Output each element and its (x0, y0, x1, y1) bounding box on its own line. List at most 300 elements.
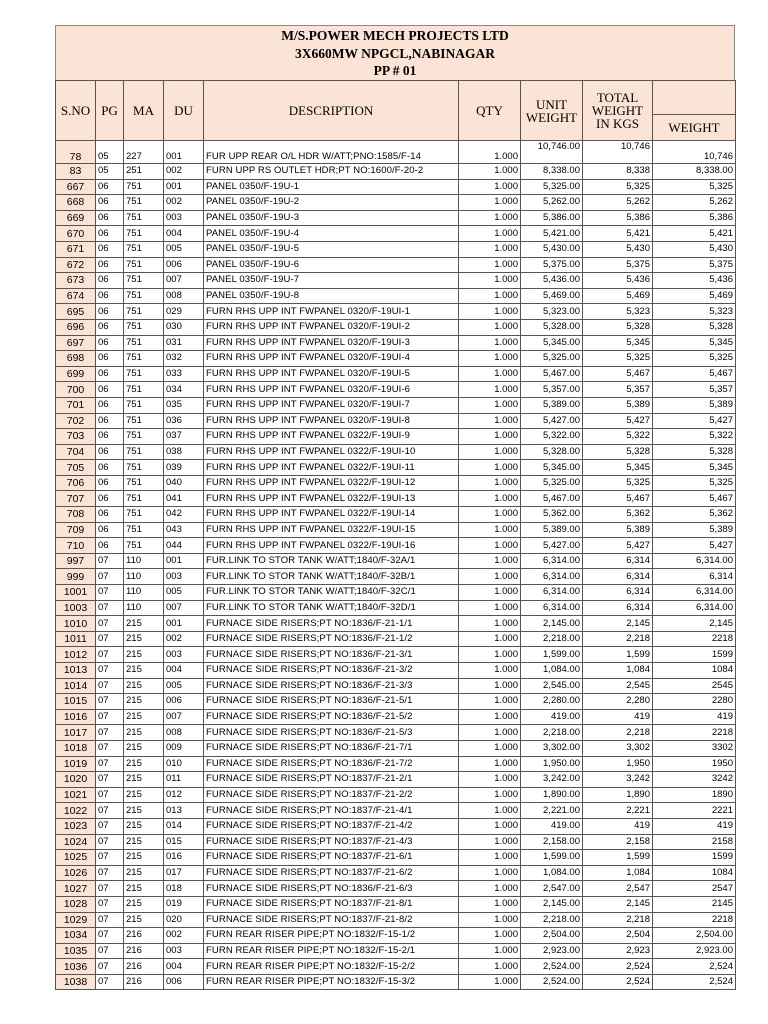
cell-sno: 697 (56, 335, 96, 351)
cell-qty: 1.000 (459, 834, 521, 850)
cell-weight: 5,328 (653, 444, 736, 460)
table-row (56, 491, 736, 507)
header-weight: WEIGHT (653, 115, 736, 141)
cell-du: 041 (164, 491, 204, 507)
cell-pg: 07 (96, 616, 124, 632)
cell-sno: 671 (56, 241, 96, 257)
cell-ma: 751 (124, 382, 164, 398)
cell-du: 002 (164, 195, 204, 211)
cell-description: FUR.LINK TO STOR TANK W/ATT;1840/F-32B/1 (204, 569, 459, 585)
cell-pg: 07 (96, 896, 124, 912)
cell-description: FURN REAR RISER PIPE;PT NO:1832/F-15-1/2 (204, 928, 459, 944)
header-du: DU (164, 81, 204, 141)
table-row (56, 881, 736, 897)
cell-pg: 06 (96, 195, 124, 211)
cell-ma: 215 (124, 709, 164, 725)
cell-du: 033 (164, 366, 204, 382)
cell-sno: 83 (56, 164, 96, 180)
cell-total-weight: 5,328 (583, 319, 653, 335)
cell-unit-weight: 2,158.00 (521, 834, 583, 850)
cell-pg: 07 (96, 943, 124, 959)
cell-sno: 674 (56, 288, 96, 304)
cell-unit-weight: 2,923.00 (521, 943, 583, 959)
table-row (56, 647, 736, 663)
cell-weight: 5,375 (653, 257, 736, 273)
cell-du: 004 (164, 226, 204, 242)
table-row (56, 912, 736, 928)
cell-total-weight: 2,923 (583, 943, 653, 959)
cell-pg: 06 (96, 226, 124, 242)
cell-qty: 1.000 (459, 538, 521, 554)
cell-sno: 696 (56, 319, 96, 335)
cell-description: FURN RHS UPP INT FWPANEL 0322/F-19UI-13 (204, 491, 459, 507)
cell-sno: 702 (56, 413, 96, 429)
cell-weight: 5,325 (653, 351, 736, 367)
cell-total-weight: 5,322 (583, 429, 653, 445)
cell-du: 035 (164, 397, 204, 413)
cell-description: FURN RHS UPP INT FWPANEL 0320/F-19UI-4 (204, 351, 459, 367)
cell-total-weight: 2,221 (583, 803, 653, 819)
table-row (56, 226, 736, 242)
cell-qty: 1.000 (459, 210, 521, 226)
cell-ma: 110 (124, 569, 164, 585)
cell-sno: 1013 (56, 663, 96, 679)
cell-ma: 215 (124, 881, 164, 897)
cell-weight: 2218 (653, 631, 736, 647)
cell-total-weight: 6,314 (583, 553, 653, 569)
cell-du: 011 (164, 772, 204, 788)
cell-pg: 07 (96, 740, 124, 756)
cell-qty: 1.000 (459, 429, 521, 445)
cell-description: FURNACE SIDE RISERS;PT NO:1837/F-21-6/2 (204, 865, 459, 881)
cell-ma: 751 (124, 429, 164, 445)
cell-weight: 419 (653, 818, 736, 834)
cell-weight: 2218 (653, 912, 736, 928)
cell-ma: 215 (124, 865, 164, 881)
cell-unit-weight: 2,221.00 (521, 803, 583, 819)
cell-pg: 06 (96, 288, 124, 304)
cell-ma: 751 (124, 226, 164, 242)
table-row (56, 335, 736, 351)
cell-ma: 751 (124, 397, 164, 413)
cell-weight: 5,436 (653, 273, 736, 289)
cell-du: 032 (164, 351, 204, 367)
cell-qty: 1.000 (459, 756, 521, 772)
cell-pg: 06 (96, 475, 124, 491)
cell-ma: 215 (124, 756, 164, 772)
cell-ma: 215 (124, 647, 164, 663)
header-total-weight: TOTAL WEIGHT IN KGS (583, 81, 653, 141)
company-name: M/S.POWER MECH PROJECTS LTD (281, 28, 509, 43)
cell-total-weight: 5,467 (583, 491, 653, 507)
cell-description: FURNACE SIDE RISERS;PT NO:1837/F-21-4/2 (204, 818, 459, 834)
cell-weight: 5,322 (653, 429, 736, 445)
cell-ma: 215 (124, 694, 164, 710)
cell-sno: 1029 (56, 912, 96, 928)
cell-unit-weight: 2,218.00 (521, 912, 583, 928)
cell-du: 008 (164, 725, 204, 741)
cell-sno: 1036 (56, 959, 96, 975)
cell-ma: 215 (124, 725, 164, 741)
cell-unit-weight: 5,328.00 (521, 444, 583, 460)
cell-description: FURNACE SIDE RISERS;PT NO:1837/F-21-2/2 (204, 787, 459, 803)
cell-unit-weight: 5,325.00 (521, 351, 583, 367)
cell-qty: 1.000 (459, 273, 521, 289)
cell-pg: 07 (96, 959, 124, 975)
cell-total-weight: 5,375 (583, 257, 653, 273)
cell-qty: 1.000 (459, 585, 521, 601)
cell-total-weight: 2,218 (583, 912, 653, 928)
cell-qty: 1.000 (459, 141, 521, 164)
cell-description: FURN REAR RISER PIPE;PT NO:1832/F-15-3/2 (204, 974, 459, 990)
cell-du: 015 (164, 834, 204, 850)
cell-total-weight: 2,218 (583, 631, 653, 647)
cell-du: 043 (164, 522, 204, 538)
cell-qty: 1.000 (459, 896, 521, 912)
cell-sno: 1028 (56, 896, 96, 912)
cell-pg: 06 (96, 429, 124, 445)
cell-qty: 1.000 (459, 569, 521, 585)
table-row (56, 241, 736, 257)
cell-pg: 07 (96, 553, 124, 569)
cell-du: 006 (164, 974, 204, 990)
cell-pg: 06 (96, 210, 124, 226)
cell-unit-weight: 6,314.00 (521, 569, 583, 585)
table-row (56, 319, 736, 335)
cell-total-weight: 2,145 (583, 896, 653, 912)
cell-unit-weight: 8,338.00 (521, 164, 583, 180)
cell-weight: 10,746 (653, 141, 736, 164)
cell-description: FUR.LINK TO STOR TANK W/ATT;1840/F-32A/1 (204, 553, 459, 569)
cell-pg: 06 (96, 351, 124, 367)
cell-sno: 667 (56, 179, 96, 195)
cell-weight: 1890 (653, 787, 736, 803)
cell-sno: 1015 (56, 694, 96, 710)
cell-du: 037 (164, 429, 204, 445)
cell-sno: 701 (56, 397, 96, 413)
document-title (55, 25, 735, 80)
cell-weight: 1084 (653, 865, 736, 881)
cell-qty: 1.000 (459, 351, 521, 367)
cell-sno: 673 (56, 273, 96, 289)
cell-qty: 1.000 (459, 694, 521, 710)
cell-sno: 1018 (56, 740, 96, 756)
cell-sno: 1027 (56, 881, 96, 897)
cell-pg: 06 (96, 413, 124, 429)
cell-pg: 07 (96, 881, 124, 897)
cell-ma: 751 (124, 335, 164, 351)
cell-weight: 1950 (653, 756, 736, 772)
cell-pg: 07 (96, 818, 124, 834)
cell-pg: 07 (96, 725, 124, 741)
cell-description: PANEL 0350/F-19U-7 (204, 273, 459, 289)
cell-description: FURN RHS UPP INT FWPANEL 0320/F-19UI-1 (204, 304, 459, 320)
cell-total-weight: 5,325 (583, 179, 653, 195)
cell-total-weight: 1,890 (583, 787, 653, 803)
cell-sno: 672 (56, 257, 96, 273)
cell-total-weight: 2,504 (583, 928, 653, 944)
cell-qty: 1.000 (459, 195, 521, 211)
cell-pg: 07 (96, 787, 124, 803)
cell-weight: 419 (653, 709, 736, 725)
cell-unit-weight: 1,599.00 (521, 647, 583, 663)
cell-pg: 07 (96, 912, 124, 928)
weight-sheet (55, 25, 735, 990)
cell-du: 017 (164, 865, 204, 881)
cell-ma: 110 (124, 585, 164, 601)
cell-ma: 751 (124, 522, 164, 538)
cell-ma: 215 (124, 850, 164, 866)
cell-sno: 700 (56, 382, 96, 398)
cell-weight: 1599 (653, 647, 736, 663)
cell-weight: 2547 (653, 881, 736, 897)
cell-ma: 215 (124, 896, 164, 912)
cell-unit-weight: 5,430.00 (521, 241, 583, 257)
cell-description: FURNACE SIDE RISERS;PT NO:1836/F-21-3/1 (204, 647, 459, 663)
cell-qty: 1.000 (459, 850, 521, 866)
cell-pg: 06 (96, 257, 124, 273)
cell-total-weight: 5,386 (583, 210, 653, 226)
cell-du: 034 (164, 382, 204, 398)
cell-unit-weight: 5,421.00 (521, 226, 583, 242)
header-sno: S.NO (56, 81, 96, 141)
table-row (56, 210, 736, 226)
cell-du: 007 (164, 709, 204, 725)
cell-unit-weight: 5,328.00 (521, 319, 583, 335)
cell-total-weight: 8,338 (583, 164, 653, 180)
cell-description: FURN RHS UPP INT FWPANEL 0322/F-19UI-12 (204, 475, 459, 491)
cell-description: FURNACE SIDE RISERS;PT NO:1836/F-21-1/2 (204, 631, 459, 647)
table-row (56, 959, 736, 975)
cell-unit-weight: 419.00 (521, 709, 583, 725)
cell-weight: 2221 (653, 803, 736, 819)
cell-weight: 1599 (653, 850, 736, 866)
cell-unit-weight: 5,322.00 (521, 429, 583, 445)
cell-unit-weight: 5,262.00 (521, 195, 583, 211)
cell-ma: 751 (124, 241, 164, 257)
table-row (56, 553, 736, 569)
cell-qty: 1.000 (459, 912, 521, 928)
cell-pg: 07 (96, 631, 124, 647)
cell-ma: 215 (124, 803, 164, 819)
cell-du: 008 (164, 288, 204, 304)
cell-du: 029 (164, 304, 204, 320)
cell-description: FURN RHS UPP INT FWPANEL 0320/F-19UI-3 (204, 335, 459, 351)
cell-unit-weight: 5,325.00 (521, 475, 583, 491)
cell-ma: 215 (124, 818, 164, 834)
table-row (56, 943, 736, 959)
cell-total-weight: 5,357 (583, 382, 653, 398)
cell-description: FURN RHS UPP INT FWPANEL 0320/F-19UI-2 (204, 319, 459, 335)
cell-pg: 07 (96, 756, 124, 772)
cell-description: FURNACE SIDE RISERS;PT NO:1836/F-21-5/2 (204, 709, 459, 725)
cell-du: 002 (164, 631, 204, 647)
cell-description: FURN RHS UPP INT FWPANEL 0320/F-19UI-5 (204, 366, 459, 382)
cell-unit-weight: 5,389.00 (521, 397, 583, 413)
cell-weight: 6,314.00 (653, 585, 736, 601)
cell-ma: 751 (124, 475, 164, 491)
cell-pg: 07 (96, 694, 124, 710)
cell-ma: 215 (124, 678, 164, 694)
cell-sno: 669 (56, 210, 96, 226)
cell-unit-weight: 5,469.00 (521, 288, 583, 304)
cell-total-weight: 2,545 (583, 678, 653, 694)
cell-weight: 5,357 (653, 382, 736, 398)
cell-ma: 215 (124, 616, 164, 632)
cell-pg: 07 (96, 647, 124, 663)
table-row (56, 141, 736, 164)
cell-du: 012 (164, 787, 204, 803)
cell-description: FURN RHS UPP INT FWPANEL 0322/F-19UI-9 (204, 429, 459, 445)
cell-pg: 05 (96, 141, 124, 164)
cell-description: FURNACE SIDE RISERS;PT NO:1836/F-21-3/3 (204, 678, 459, 694)
cell-du: 003 (164, 943, 204, 959)
cell-total-weight: 2,547 (583, 881, 653, 897)
table-row (56, 585, 736, 601)
cell-unit-weight: 1,890.00 (521, 787, 583, 803)
cell-weight: 5,362 (653, 507, 736, 523)
cell-sno: 670 (56, 226, 96, 242)
cell-description: FURNACE SIDE RISERS;PT NO:1836/F-21-7/1 (204, 740, 459, 756)
cell-pg: 07 (96, 974, 124, 990)
cell-weight: 2280 (653, 694, 736, 710)
table-row (56, 678, 736, 694)
table-row (56, 928, 736, 944)
cell-unit-weight: 2,524.00 (521, 974, 583, 990)
cell-total-weight: 3,242 (583, 772, 653, 788)
cell-sno: 1024 (56, 834, 96, 850)
cell-pg: 07 (96, 928, 124, 944)
cell-sno: 1023 (56, 818, 96, 834)
cell-unit-weight: 5,386.00 (521, 210, 583, 226)
cell-description: FURNACE SIDE RISERS;PT NO:1837/F-21-2/1 (204, 772, 459, 788)
cell-qty: 1.000 (459, 616, 521, 632)
cell-pg: 06 (96, 538, 124, 554)
cell-unit-weight: 5,345.00 (521, 335, 583, 351)
cell-weight: 5,427 (653, 538, 736, 554)
cell-unit-weight: 2,218.00 (521, 725, 583, 741)
cell-du: 010 (164, 756, 204, 772)
cell-du: 003 (164, 569, 204, 585)
cell-qty: 1.000 (459, 881, 521, 897)
cell-du: 016 (164, 850, 204, 866)
cell-pg: 07 (96, 772, 124, 788)
cell-qty: 1.000 (459, 631, 521, 647)
table-row (56, 164, 736, 180)
cell-sno: 695 (56, 304, 96, 320)
cell-unit-weight: 2,145.00 (521, 896, 583, 912)
cell-qty: 1.000 (459, 740, 521, 756)
cell-weight: 5,389 (653, 522, 736, 538)
cell-total-weight: 419 (583, 709, 653, 725)
table-row (56, 772, 736, 788)
cell-weight: 3242 (653, 772, 736, 788)
header-unit-weight: UNIT WEIGHT (521, 81, 583, 141)
cell-weight: 5,467 (653, 491, 736, 507)
cell-pg: 07 (96, 865, 124, 881)
pp-number: PP # 01 (373, 63, 417, 78)
cell-sno: 78 (56, 141, 96, 164)
table-row (56, 616, 736, 632)
cell-qty: 1.000 (459, 397, 521, 413)
table-row (56, 865, 736, 881)
cell-ma: 751 (124, 257, 164, 273)
cell-weight: 8,338.00 (653, 164, 736, 180)
cell-description: PANEL 0350/F-19U-3 (204, 210, 459, 226)
cell-weight: 5,328 (653, 319, 736, 335)
cell-total-weight: 2,524 (583, 959, 653, 975)
cell-description: FURNACE SIDE RISERS;PT NO:1837/F-21-6/1 (204, 850, 459, 866)
cell-qty: 1.000 (459, 600, 521, 616)
cell-pg: 06 (96, 507, 124, 523)
table-row (56, 725, 736, 741)
cell-unit-weight: 5,436.00 (521, 273, 583, 289)
cell-unit-weight: 419.00 (521, 818, 583, 834)
cell-unit-weight: 5,345.00 (521, 460, 583, 476)
cell-description: PANEL 0350/F-19U-5 (204, 241, 459, 257)
cell-du: 001 (164, 553, 204, 569)
cell-du: 005 (164, 241, 204, 257)
cell-total-weight: 5,345 (583, 335, 653, 351)
cell-du: 039 (164, 460, 204, 476)
cell-sno: 1010 (56, 616, 96, 632)
cell-unit-weight: 2,145.00 (521, 616, 583, 632)
cell-total-weight: 1,950 (583, 756, 653, 772)
cell-unit-weight: 5,362.00 (521, 507, 583, 523)
cell-total-weight: 5,345 (583, 460, 653, 476)
cell-unit-weight: 10,746.00 (521, 141, 583, 164)
cell-weight: 3302 (653, 740, 736, 756)
cell-sno: 1014 (56, 678, 96, 694)
cell-unit-weight: 2,545.00 (521, 678, 583, 694)
cell-total-weight: 5,421 (583, 226, 653, 242)
cell-ma: 751 (124, 351, 164, 367)
cell-du: 006 (164, 694, 204, 710)
cell-du: 001 (164, 179, 204, 195)
cell-unit-weight: 6,314.00 (521, 600, 583, 616)
cell-ma: 216 (124, 959, 164, 975)
cell-sno: 703 (56, 429, 96, 445)
table-row (56, 756, 736, 772)
cell-weight: 5,323 (653, 304, 736, 320)
cell-weight: 6,314.00 (653, 553, 736, 569)
cell-description: FURN UPP RS OUTLET HDR;PT NO:1600/F-20-2 (204, 164, 459, 180)
cell-ma: 215 (124, 772, 164, 788)
cell-qty: 1.000 (459, 507, 521, 523)
cell-unit-weight: 5,389.00 (521, 522, 583, 538)
cell-ma: 215 (124, 663, 164, 679)
cell-qty: 1.000 (459, 226, 521, 242)
cell-description: FURNACE SIDE RISERS;PT NO:1836/F-21-5/1 (204, 694, 459, 710)
cell-du: 018 (164, 881, 204, 897)
cell-du: 005 (164, 585, 204, 601)
cell-qty: 1.000 (459, 928, 521, 944)
cell-weight: 2,524 (653, 974, 736, 990)
cell-total-weight: 10,746 (583, 141, 653, 164)
cell-unit-weight: 1,950.00 (521, 756, 583, 772)
cell-weight: 5,421 (653, 226, 736, 242)
cell-sno: 997 (56, 553, 96, 569)
project-name: 3X660MW NPGCL,NABINAGAR (294, 45, 495, 61)
cell-du: 002 (164, 928, 204, 944)
cell-qty: 1.000 (459, 241, 521, 257)
cell-du: 006 (164, 257, 204, 273)
cell-pg: 06 (96, 241, 124, 257)
table-row (56, 709, 736, 725)
cell-weight: 2,504.00 (653, 928, 736, 944)
cell-description: FURNACE SIDE RISERS;PT NO:1837/F-21-8/1 (204, 896, 459, 912)
cell-description: PANEL 0350/F-19U-2 (204, 195, 459, 211)
